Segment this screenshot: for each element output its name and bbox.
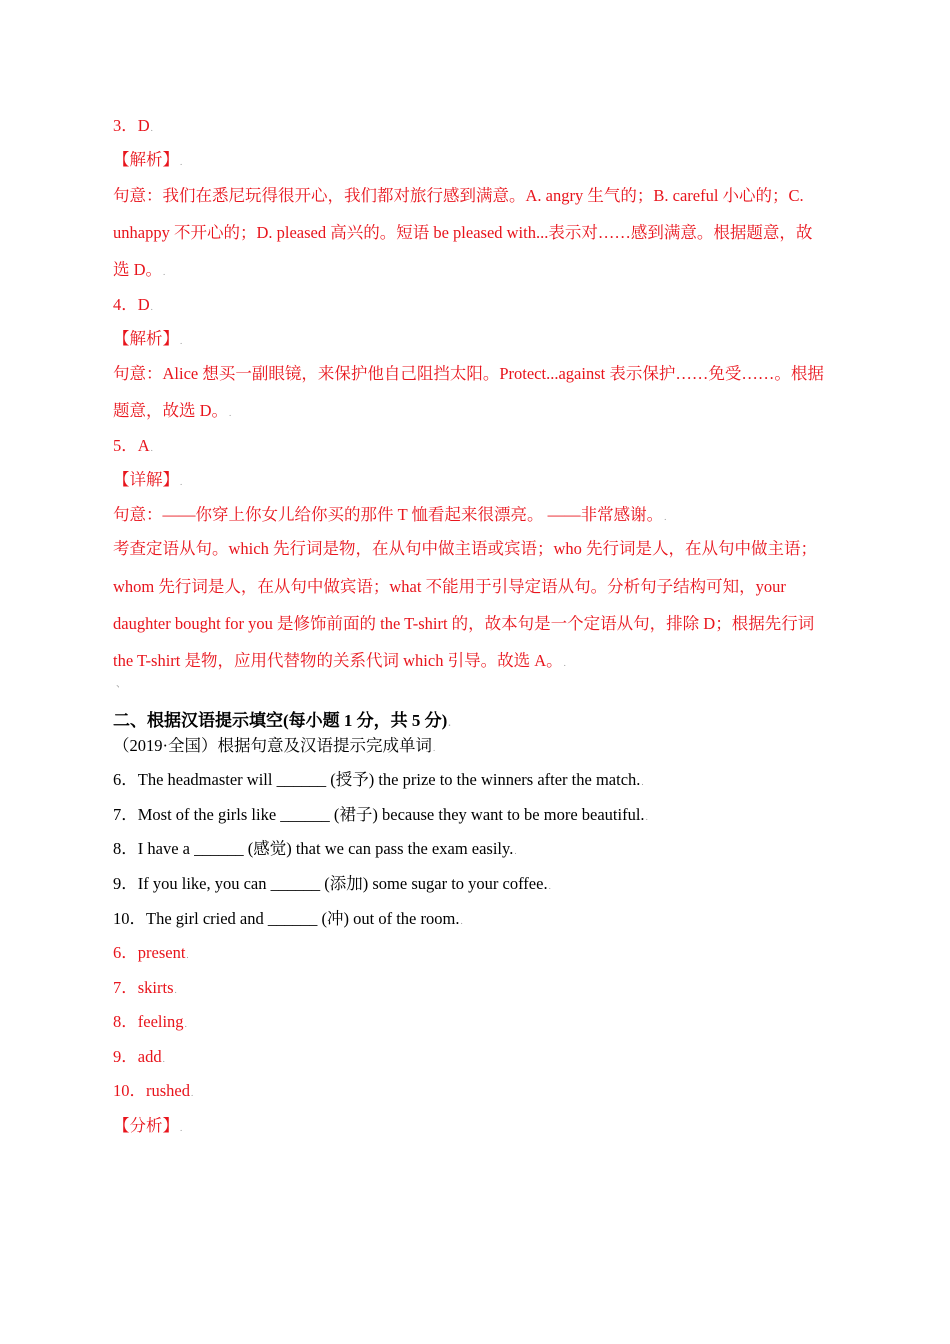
answer-blank: ______ xyxy=(280,805,330,824)
answer-blank: ______ xyxy=(267,909,318,928)
explanation-line: 句意：——你穿上你女儿给你买的那件 T 恤看起来很漂亮。 ——非常感谢。. xyxy=(113,505,667,524)
answer-line-5: 5．A. xyxy=(113,436,153,455)
paragraph-mark: 、 xyxy=(116,679,126,690)
answer-blank: ______ xyxy=(276,770,327,789)
explanation-line: daughter bought for you 是修饰前面的 the T-shirt 的，故本句是一个定语从句，排除 D；根据先行词 xyxy=(113,614,815,633)
explanation-line: 考查定语从句。which 先行词是物，在从句中做主语或宾语；who 先行词是人，在从句中做主语； xyxy=(113,539,817,558)
answer-blank: ______ xyxy=(270,874,321,893)
explanation-line: 题意，故选 D。. xyxy=(113,401,232,420)
section-source: （2019·全国）根据句意及汉语提示完成单词. xyxy=(113,736,436,755)
question-item: 8．I have a ______ (感觉) that we can pass the exam easily.. xyxy=(113,839,517,858)
question-item: 9．If you like, you can ______ (添加) some sugar to your coffee.. xyxy=(113,874,551,893)
explanation-line: 句意：我们在悉尼玩得很开心，我们都对旅行感到满意。A. angry 生气的；B. careful 小心的；C. xyxy=(113,186,804,205)
analysis-label: 【分析】. xyxy=(113,1116,183,1135)
explanation-line: unhappy 不开心的；D. pleased 高兴的。短语 be pleased with...表示对……感到满意。根据题意，故 xyxy=(113,223,813,242)
question-item: 6．The headmaster will ______ (授予) the prize to the winners after the match.. xyxy=(113,770,644,789)
answer-item: 10．rushed. xyxy=(113,1081,194,1100)
answer-item: 8．feeling. xyxy=(113,1012,187,1031)
answer-line-3: 3．D. xyxy=(113,116,153,135)
explanation-line: 选 D。. xyxy=(113,260,166,279)
explanation-line: 句意：Alice 想买一副眼镜，来保护他自己阻挡太阳。Protect...against 表示保护……免受……。根据 xyxy=(113,364,824,383)
section-heading: 二、根据汉语提示填空(每小题 1 分，共 5 分). xyxy=(113,711,451,730)
answer-line-4: 4．D. xyxy=(113,295,153,314)
answer-blank: ______ xyxy=(194,839,244,858)
analysis-label-3: 【解析】. xyxy=(113,150,183,169)
explanation-line: the T-shirt 是物，应用代替物的关系代词 which 引导。故选 A。. xyxy=(113,651,566,670)
question-item: 10．The girl cried and ______ (冲) out of the room.. xyxy=(113,909,463,928)
analysis-label-4: 【解析】. xyxy=(113,329,183,348)
explanation-line: whom 先行词是人，在从句中做宾语；what 不能用于引导定语从句。分析句子结构可知，your xyxy=(113,577,786,596)
detail-label-5: 【详解】. xyxy=(113,470,183,489)
question-item: 7．Most of the girls like ______ (裙子) because they want to be more beautiful.. xyxy=(113,805,648,824)
answer-item: 9．add. xyxy=(113,1047,165,1066)
answer-item: 6．present. xyxy=(113,943,189,962)
answer-item: 7．skirts. xyxy=(113,978,177,997)
